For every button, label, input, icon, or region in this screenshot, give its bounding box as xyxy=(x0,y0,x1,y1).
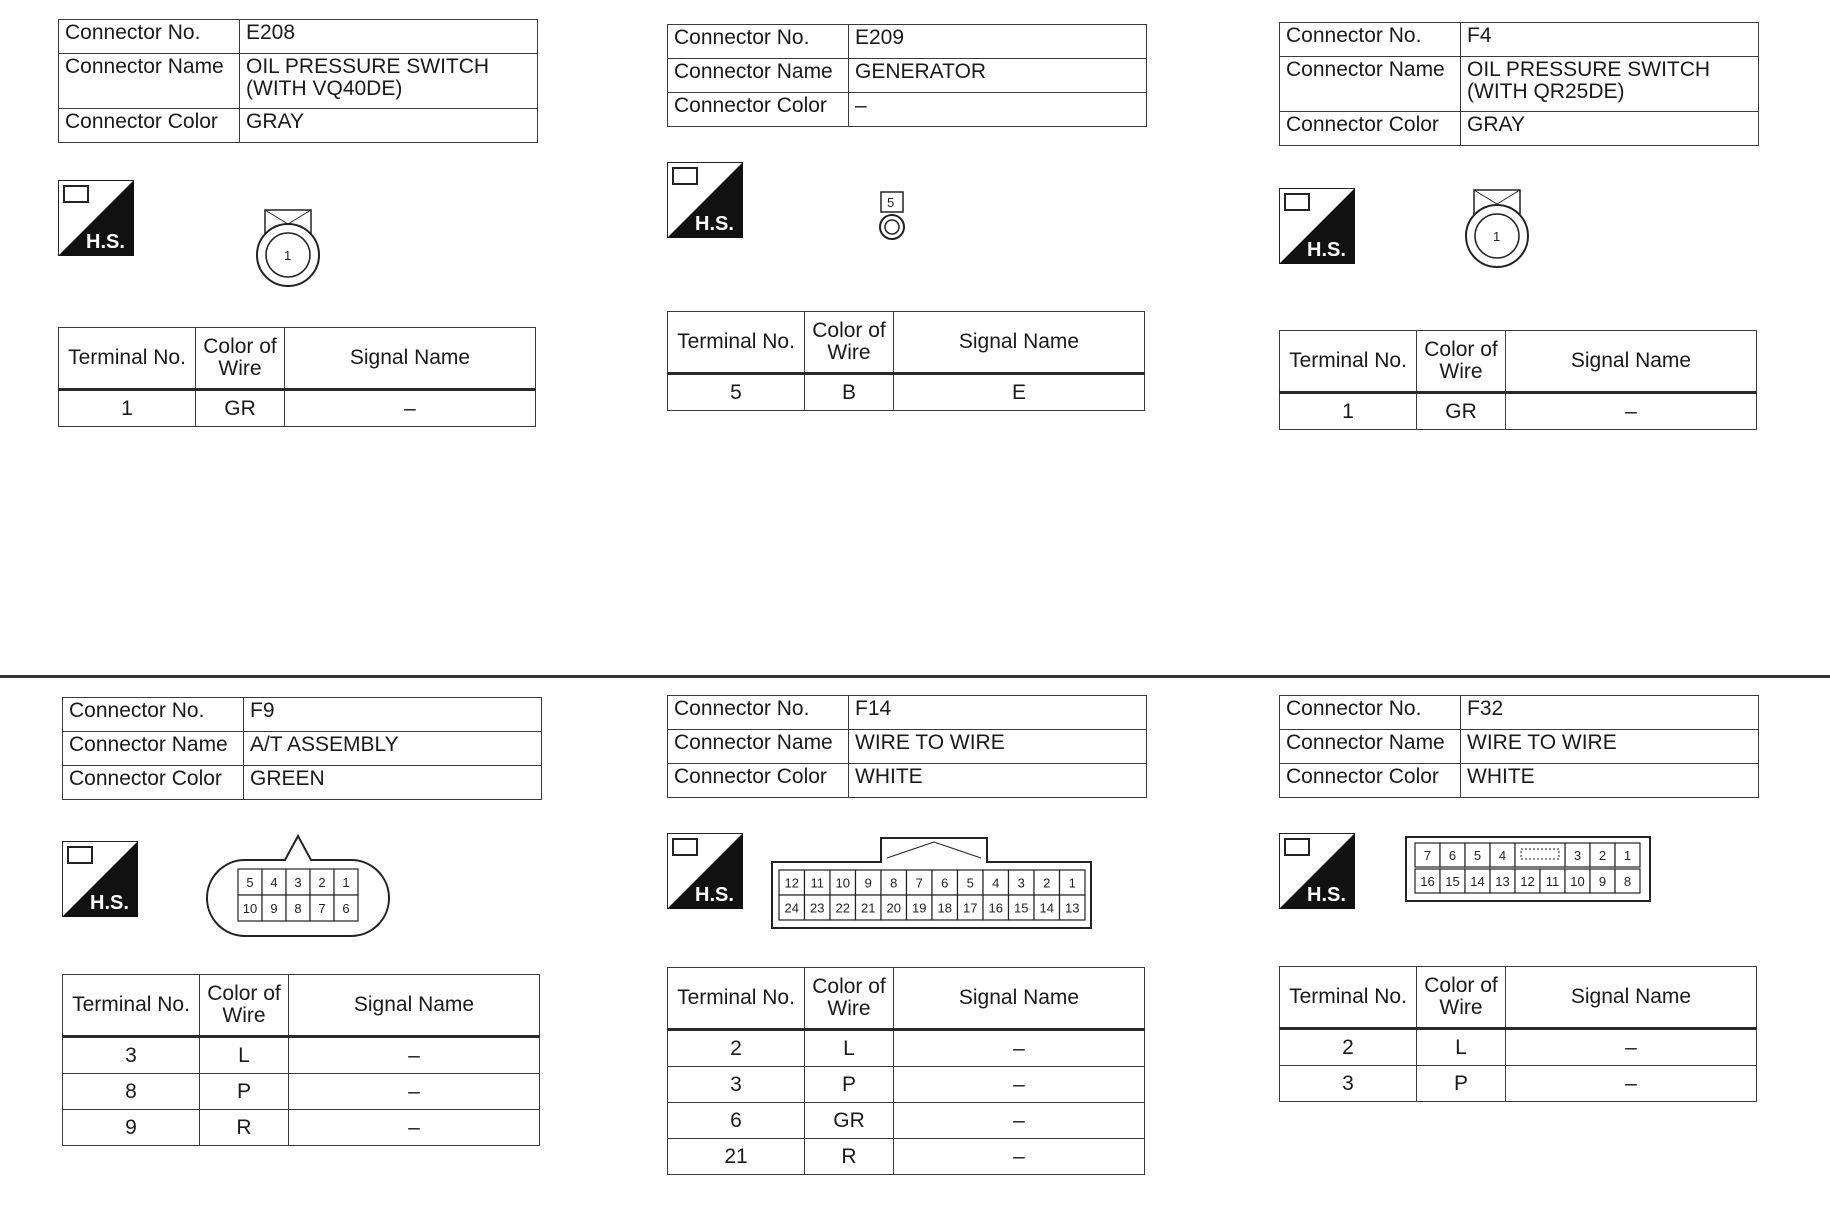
connector-name-label: Connector Name xyxy=(59,54,240,109)
pin xyxy=(334,895,358,921)
pin-label: 3 xyxy=(1017,875,1025,891)
pin xyxy=(1465,843,1490,867)
pin-label: 10 xyxy=(1570,874,1585,889)
connector-info-table xyxy=(1279,22,1759,146)
pin-label: 14 xyxy=(1039,900,1054,916)
section-divider xyxy=(0,675,1830,678)
svg-text:H.S.: H.S. xyxy=(90,892,129,914)
table-row xyxy=(1280,1066,1757,1102)
connector-no-label: Connector No. xyxy=(668,696,849,730)
pin xyxy=(238,895,262,921)
pin-label: 22 xyxy=(835,900,850,916)
pin-label: 8 xyxy=(890,875,898,891)
pin xyxy=(907,895,933,920)
pin xyxy=(779,895,805,920)
signal-cell: – xyxy=(1506,1066,1757,1102)
connector-color-label: Connector Color xyxy=(1280,112,1461,146)
pin-label: 24 xyxy=(784,900,799,916)
pin xyxy=(334,869,358,895)
svg-text:H.S.: H.S. xyxy=(1307,884,1346,906)
connector-name-value: OIL PRESSURE SWITCH (WITH QR25DE) xyxy=(1461,57,1759,112)
pin xyxy=(310,895,334,921)
pin xyxy=(1590,843,1615,867)
pin xyxy=(932,895,958,920)
pin xyxy=(805,870,831,895)
connector-no-value: E208 xyxy=(240,20,538,54)
connector-color-value: GRAY xyxy=(1461,112,1759,146)
table-row xyxy=(668,1067,1145,1103)
pin-label: 16 xyxy=(1420,874,1435,889)
pin xyxy=(881,895,907,920)
table-row xyxy=(63,1110,540,1146)
table-row xyxy=(668,1139,1145,1175)
connector-body xyxy=(880,215,904,239)
pin-label: 1 xyxy=(284,248,292,263)
harness-side-icon xyxy=(667,833,743,909)
pin-label: 4 xyxy=(992,875,1000,891)
pin xyxy=(805,895,831,920)
terminal-table xyxy=(1279,966,1757,1102)
connector-no-value: F14 xyxy=(849,696,1147,730)
pin-label: 7 xyxy=(318,901,326,916)
pin-label: 5 xyxy=(1473,848,1482,863)
terminal-table xyxy=(58,327,536,427)
pin-label: 5 xyxy=(966,875,974,891)
svg-text:H.S.: H.S. xyxy=(86,231,125,253)
pin-label: 21 xyxy=(861,900,876,916)
wire-cell: GR xyxy=(805,1103,894,1139)
connector-diagram xyxy=(1404,835,1654,905)
signal-name-header: Signal Name xyxy=(289,975,540,1037)
pin xyxy=(1440,843,1465,867)
signal-cell: E xyxy=(894,374,1145,411)
pin xyxy=(1440,869,1465,893)
pin-label: 11 xyxy=(810,875,824,891)
pin-label: 13 xyxy=(1065,900,1080,916)
color-of-wire-header: Color of Wire xyxy=(1417,967,1506,1029)
pin-label: 9 xyxy=(270,901,278,916)
signal-name-header: Signal Name xyxy=(894,312,1145,374)
connector-name-value: WIRE TO WIRE xyxy=(849,730,1147,764)
signal-cell: – xyxy=(285,390,536,427)
pin xyxy=(310,869,334,895)
pin-label: 10 xyxy=(242,901,258,916)
terminal-no-header: Terminal No. xyxy=(63,975,200,1037)
pin xyxy=(1034,895,1060,920)
table-row xyxy=(668,374,1145,411)
connector-no-label: Connector No. xyxy=(668,25,849,59)
connector-color-label: Connector Color xyxy=(1280,764,1461,798)
connector-no-value: E209 xyxy=(849,25,1147,59)
terminal-table xyxy=(1279,330,1757,430)
connector-name-label: Connector Name xyxy=(63,732,244,766)
pin xyxy=(1615,869,1640,893)
signal-cell: – xyxy=(1506,1029,1757,1066)
pin-label: 13 xyxy=(1495,874,1510,889)
color-of-wire-header: Color of Wire xyxy=(805,312,894,374)
connector-color-label: Connector Color xyxy=(668,764,849,798)
connector-name-value: WIRE TO WIRE xyxy=(1461,730,1759,764)
wire-cell: L xyxy=(805,1030,894,1067)
pin xyxy=(779,870,805,895)
connector-name-value: GENERATOR xyxy=(849,59,1147,93)
pin-label: 1 xyxy=(342,875,350,890)
pin-label: 6 xyxy=(941,875,949,891)
connector-info-table xyxy=(667,24,1147,127)
pin-label: 20 xyxy=(886,900,901,916)
connector-color-value: GRAY xyxy=(240,109,538,143)
terminal-cell: 2 xyxy=(1280,1029,1417,1066)
harness-side-icon xyxy=(58,180,134,256)
pin xyxy=(1565,843,1590,867)
svg-text:H.S.: H.S. xyxy=(695,213,734,235)
signal-cell: – xyxy=(289,1074,540,1110)
pin-label: 18 xyxy=(937,900,952,916)
signal-name-header: Signal Name xyxy=(894,968,1145,1030)
harness-side-icon xyxy=(667,162,743,238)
pin-label: 7 xyxy=(915,875,923,891)
harness-side-icon xyxy=(1279,833,1355,909)
pin-label: 9 xyxy=(1598,874,1607,889)
signal-name-header: Signal Name xyxy=(1506,967,1757,1029)
table-row xyxy=(1280,1029,1757,1066)
terminal-no-header: Terminal No. xyxy=(1280,967,1417,1029)
table-row xyxy=(59,390,536,427)
pin-label: 12 xyxy=(784,875,799,891)
connector-diagram xyxy=(767,832,1097,932)
terminal-cell: 5 xyxy=(668,374,805,411)
signal-cell: – xyxy=(1506,393,1757,430)
connector-color-label: Connector Color xyxy=(668,93,849,127)
terminal-table xyxy=(62,974,540,1146)
connector-color-value: GREEN xyxy=(244,766,542,800)
harness-side-icon xyxy=(62,841,138,917)
pin xyxy=(830,895,856,920)
pin-label: 16 xyxy=(988,900,1003,916)
terminal-no-header: Terminal No. xyxy=(59,328,196,390)
terminal-table xyxy=(667,311,1145,411)
pin xyxy=(830,870,856,895)
pin xyxy=(262,869,286,895)
pin-label: 7 xyxy=(1423,848,1432,863)
pin-label: 4 xyxy=(1498,848,1507,863)
connector-no-label: Connector No. xyxy=(63,698,244,732)
connector-no-value: F32 xyxy=(1461,696,1759,730)
connector-name-label: Connector Name xyxy=(1280,57,1461,112)
signal-name-header: Signal Name xyxy=(285,328,536,390)
color-of-wire-header: Color of Wire xyxy=(1417,331,1506,393)
signal-cell: – xyxy=(894,1139,1145,1175)
pin-label: 23 xyxy=(810,900,825,916)
pin-label: 6 xyxy=(1448,848,1457,863)
connector-name-value: OIL PRESSURE SWITCH (WITH VQ40DE) xyxy=(240,54,538,109)
pin xyxy=(983,895,1009,920)
connector-no-value: F9 xyxy=(244,698,542,732)
pin xyxy=(1009,870,1035,895)
pin-label: 3 xyxy=(1573,848,1582,863)
terminal-no-header: Terminal No. xyxy=(668,312,805,374)
pin-label: 11 xyxy=(1545,874,1560,889)
pin-label: 10 xyxy=(835,875,850,891)
pin-label: 2 xyxy=(318,875,326,890)
pin-label: 3 xyxy=(294,875,302,890)
pin xyxy=(856,870,882,895)
connector-name-value: A/T ASSEMBLY xyxy=(244,732,542,766)
pin-label: 15 xyxy=(1445,874,1460,889)
terminal-cell: 8 xyxy=(63,1074,200,1110)
pin xyxy=(1465,869,1490,893)
pin xyxy=(1415,869,1440,893)
connector-color-value: WHITE xyxy=(1461,764,1759,798)
pin-label: 1 xyxy=(1623,848,1632,863)
signal-name-header: Signal Name xyxy=(1506,331,1757,393)
pin-label: 6 xyxy=(342,901,350,916)
wire-cell: P xyxy=(200,1074,289,1110)
connector-no-label: Connector No. xyxy=(59,20,240,54)
signal-cell: – xyxy=(894,1030,1145,1067)
pin xyxy=(983,870,1009,895)
connector-no-value: F4 xyxy=(1461,23,1759,57)
pin xyxy=(1060,895,1086,920)
terminal-cell: 6 xyxy=(668,1103,805,1139)
terminal-cell: 2 xyxy=(668,1030,805,1067)
svg-text:H.S.: H.S. xyxy=(1307,239,1346,261)
pin-label: 17 xyxy=(963,900,978,916)
pin xyxy=(1590,869,1615,893)
wire-cell: R xyxy=(805,1139,894,1175)
wire-cell: R xyxy=(200,1110,289,1146)
color-of-wire-header: Color of Wire xyxy=(196,328,285,390)
connector-color-label: Connector Color xyxy=(63,766,244,800)
pin xyxy=(1540,869,1565,893)
pin xyxy=(286,895,310,921)
table-row xyxy=(668,1030,1145,1067)
wire-cell: GR xyxy=(196,390,285,427)
pin-label: 15 xyxy=(1014,900,1029,916)
pin xyxy=(958,895,984,920)
connector-info-table xyxy=(62,697,542,800)
connector-info-table xyxy=(667,695,1147,798)
pin xyxy=(856,895,882,920)
pin xyxy=(1490,869,1515,893)
pin-label: 5 xyxy=(887,195,895,210)
pin xyxy=(238,869,262,895)
pin-label: 8 xyxy=(1623,874,1632,889)
connector-diagram xyxy=(1457,188,1537,278)
connector-color-label: Connector Color xyxy=(59,109,240,143)
pin xyxy=(1515,869,1540,893)
connector-name-label: Connector Name xyxy=(1280,730,1461,764)
wire-cell: L xyxy=(200,1037,289,1074)
wire-cell: L xyxy=(1417,1029,1506,1066)
terminal-cell: 3 xyxy=(1280,1066,1417,1102)
pin xyxy=(1060,870,1086,895)
pin-label: 12 xyxy=(1520,874,1535,889)
terminal-cell: 1 xyxy=(59,390,196,427)
pin-label: 19 xyxy=(912,900,927,916)
color-of-wire-header: Color of Wire xyxy=(200,975,289,1037)
pin-label: 2 xyxy=(1043,875,1051,891)
terminal-cell: 9 xyxy=(63,1110,200,1146)
connector-diagram xyxy=(878,190,908,245)
connector-info-table xyxy=(1279,695,1759,798)
terminal-cell: 3 xyxy=(63,1037,200,1074)
pin xyxy=(958,870,984,895)
pin xyxy=(1009,895,1035,920)
connector-color-value: – xyxy=(849,93,1147,127)
pin xyxy=(932,870,958,895)
wire-cell: P xyxy=(1417,1066,1506,1102)
wire-cell: P xyxy=(805,1067,894,1103)
pin-label: 4 xyxy=(270,875,278,890)
pin-label: 5 xyxy=(246,875,254,890)
terminal-cell: 21 xyxy=(668,1139,805,1175)
color-of-wire-header: Color of Wire xyxy=(805,968,894,1030)
connector-color-value: WHITE xyxy=(849,764,1147,798)
terminal-cell: 3 xyxy=(668,1067,805,1103)
svg-text:H.S.: H.S. xyxy=(695,884,734,906)
pin-label: 1 xyxy=(1068,875,1076,891)
connector-info-table xyxy=(58,19,538,143)
terminal-table xyxy=(667,967,1145,1175)
connector-no-label: Connector No. xyxy=(1280,696,1461,730)
table-row xyxy=(63,1037,540,1074)
pin-label: 14 xyxy=(1470,874,1485,889)
pin-label: 9 xyxy=(864,875,872,891)
table-row xyxy=(1280,393,1757,430)
pin xyxy=(286,869,310,895)
signal-cell: – xyxy=(289,1037,540,1074)
pin xyxy=(1415,843,1440,867)
connector-name-label: Connector Name xyxy=(668,730,849,764)
pin-label: 2 xyxy=(1598,848,1607,863)
connector-diagram xyxy=(248,205,328,295)
pin xyxy=(1034,870,1060,895)
table-row xyxy=(668,1103,1145,1139)
pin-label: 8 xyxy=(294,901,302,916)
signal-cell: – xyxy=(894,1067,1145,1103)
pin xyxy=(1615,843,1640,867)
pin xyxy=(1490,843,1515,867)
terminal-no-header: Terminal No. xyxy=(1280,331,1417,393)
pin-label: 1 xyxy=(1493,229,1501,244)
pin xyxy=(262,895,286,921)
signal-cell: – xyxy=(289,1110,540,1146)
pin xyxy=(907,870,933,895)
terminal-no-header: Terminal No. xyxy=(668,968,805,1030)
wire-cell: B xyxy=(805,374,894,411)
pin xyxy=(881,870,907,895)
connector-diagram xyxy=(205,832,391,942)
harness-side-icon xyxy=(1279,188,1355,264)
connector-name-label: Connector Name xyxy=(668,59,849,93)
terminal-cell: 1 xyxy=(1280,393,1417,430)
connector-no-label: Connector No. xyxy=(1280,23,1461,57)
pin xyxy=(1565,869,1590,893)
wire-cell: GR xyxy=(1417,393,1506,430)
lock-slot xyxy=(1515,843,1565,867)
signal-cell: – xyxy=(894,1103,1145,1139)
table-row xyxy=(63,1074,540,1110)
